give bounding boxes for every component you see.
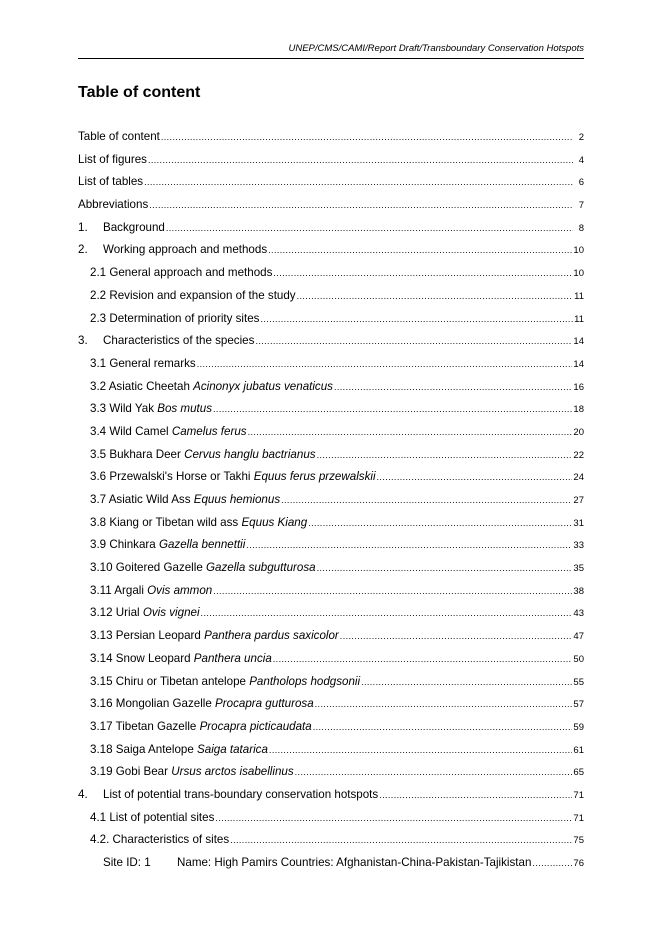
toc-entry-label: 3.18 Saiga Antelope Saiga tatarica [90, 742, 268, 756]
toc-leader-dots [148, 155, 573, 165]
toc-entry-label: Characteristics of the species [103, 334, 255, 348]
toc-entry-label: 3.13 Persian Leopard Panthera pardus saxicolor [90, 629, 339, 643]
toc-entry[interactable] [78, 741, 584, 764]
toc-page-number: 71 [573, 789, 584, 801]
toc-entry-label: 2.1 General approach and methods [90, 266, 273, 280]
toc-entry-scientific-name: Ursus arctos isabellinus [171, 765, 294, 779]
toc-entry-label: 3.4 Wild Camel Camelus ferus [90, 424, 247, 438]
toc-leader-dots [144, 177, 573, 187]
toc-page-number: 31 [573, 517, 584, 529]
toc-page-number: 22 [573, 449, 584, 461]
toc-page-number: 14 [573, 358, 584, 370]
toc-page-number: 71 [573, 812, 584, 824]
toc-entry[interactable] [78, 650, 584, 673]
toc-leader-dots [215, 813, 572, 823]
toc-entry[interactable] [78, 151, 584, 174]
toc-page-number: 24 [573, 472, 584, 484]
toc-entry-scientific-name: Panthera uncia [193, 651, 272, 665]
toc-page-number: 7 [578, 200, 584, 212]
toc-entry[interactable] [78, 400, 584, 423]
toc-entry-label: 2.3 Determination of priority sites [90, 311, 260, 325]
toc-leader-dots [532, 858, 572, 868]
toc-leader-dots [246, 540, 572, 550]
toc-entry-label: Abbreviations [78, 198, 149, 212]
toc-entry-scientific-name: Pantholops hodgsonii [249, 674, 361, 688]
toc-entry-label: Working approach and methods [103, 243, 268, 257]
toc-entry[interactable] [78, 128, 584, 151]
toc-leader-dots [297, 291, 573, 301]
toc-entry-label: 3.10 Goitered Gazelle Gazella subgutturosa [90, 561, 316, 575]
toc-page-number: 75 [573, 835, 584, 847]
toc-entry[interactable] [78, 854, 584, 877]
toc-entry[interactable] [78, 536, 584, 559]
toc-entry-label: 3.14 Snow Leopard Panthera uncia [90, 651, 272, 665]
toc-site-id: Site ID: 1 [103, 856, 151, 869]
toc-entry[interactable] [78, 763, 584, 786]
toc-entry-scientific-name: Saiga tatarica [197, 742, 268, 756]
toc-page-number: 57 [573, 699, 584, 711]
toc-entry-number: 1. [78, 220, 88, 234]
toc-leader-dots [295, 767, 573, 777]
toc-entry-label: 3.11 Argali Ovis ammon [90, 583, 213, 597]
toc-page-number: 50 [573, 653, 584, 665]
toc-entry[interactable] [78, 673, 584, 696]
toc-leader-dots [166, 223, 573, 233]
toc-leader-dots [248, 427, 573, 437]
toc-entry-label: 3.7 Asiatic Wild Ass Equus hemionus [90, 493, 281, 506]
toc-page-number: 16 [573, 381, 584, 393]
toc-entry-scientific-name: Ovis vignei [142, 606, 200, 620]
toc-page-number: 55 [573, 676, 584, 688]
toc-entry-label: List of potential trans-boundary conservation hotspots [103, 787, 379, 801]
toc-leader-dots [260, 314, 573, 324]
toc-entry-label: 3.15 Chiru or Tibetan antelope Pantholops hodgsonii [90, 674, 361, 688]
toc-leader-dots [281, 495, 572, 505]
toc-leader-dots [149, 200, 573, 210]
toc-entry[interactable] [78, 491, 584, 514]
toc-leader-dots [377, 472, 573, 482]
toc-entry-label: Table of content [78, 130, 160, 143]
toc-entry-scientific-name: Bos mutus [157, 402, 213, 416]
toc-entry-scientific-name: Gazella subgutturosa [206, 561, 316, 575]
toc-page-number: 14 [573, 336, 584, 348]
toc-entry[interactable] [78, 446, 584, 469]
toc-leader-dots [161, 132, 573, 142]
toc-entry[interactable] [78, 786, 584, 809]
toc-page-number: 38 [573, 585, 584, 597]
toc-entry-scientific-name: Equus hemionus [193, 493, 281, 506]
toc-entry-scientific-name: Equus Kiang [241, 515, 308, 529]
toc-entry[interactable] [78, 831, 584, 854]
toc-entry-label: 3.19 Gobi Bear Ursus arctos isabellinus [90, 765, 294, 779]
toc-entry-number: 3. [78, 334, 88, 348]
toc-page-number: 8 [578, 222, 584, 234]
toc-entry[interactable] [78, 264, 584, 287]
toc-page-number: 47 [573, 631, 584, 643]
toc-entry-label: 4.1 List of potential sites [90, 810, 215, 824]
toc-entry[interactable] [78, 468, 584, 491]
toc-entry[interactable] [78, 718, 584, 741]
toc-entry[interactable] [78, 582, 584, 605]
toc-entry[interactable] [78, 241, 584, 264]
toc-entry-scientific-name: Equus ferus przewalskii [253, 470, 376, 484]
toc-page-number: 35 [573, 563, 584, 575]
toc-leader-dots [213, 404, 572, 414]
toc-entry-scientific-name: Panthera pardus saxicolor [204, 629, 339, 643]
toc-leader-dots [255, 336, 572, 346]
toc-entry-scientific-name: Acinonyx jubatus venaticus [193, 379, 333, 393]
toc-entry-label: 3.12 Urial Ovis vignei [90, 606, 200, 620]
toc-entry-label: 3.2 Asiatic Cheetah Acinonyx jubatus venaticus [90, 379, 333, 393]
toc-entry[interactable] [78, 332, 584, 355]
toc-page-number: 43 [573, 608, 584, 620]
toc-entry-label: 4.2. Characteristics of sites [90, 833, 230, 847]
toc-entry-label: 3.3 Wild Yak Bos mutus [90, 402, 213, 416]
toc-entry-label: Name: High Pamirs Countries: Afghanistan-China-Pakistan-Tajikistan [177, 856, 532, 869]
toc-entry[interactable] [78, 514, 584, 537]
toc-leader-dots [230, 835, 572, 845]
toc-leader-dots [201, 608, 573, 618]
toc-leader-dots [317, 563, 573, 573]
toc-entry-label: List of tables [78, 175, 144, 189]
toc-entry[interactable] [78, 423, 584, 446]
toc-page-number: 4 [578, 154, 584, 166]
toc-leader-dots [379, 790, 572, 800]
toc-entry-label: 3.16 Mongolian Gazelle Procapra gutturosa [90, 697, 314, 711]
toc-page-number: 6 [578, 177, 584, 189]
toc-page-number: 20 [573, 426, 584, 438]
toc-entry-label: 3.17 Tibetan Gazelle Procapra picticaudata [90, 719, 312, 733]
toc-leader-dots [197, 359, 573, 369]
toc-entry[interactable] [78, 355, 584, 378]
toc-entry[interactable] [78, 219, 584, 242]
toc-page-number: 65 [573, 767, 584, 779]
toc-page-number: 2 [578, 132, 584, 143]
toc-leader-dots [273, 654, 573, 664]
toc-entry-scientific-name: Procapra gutturosa [215, 697, 314, 711]
toc-entry-label: 3.8 Kiang or Tibetan wild ass Equus Kiang [90, 515, 308, 529]
toc-page-number: 10 [573, 245, 584, 257]
toc-entry[interactable] [78, 627, 584, 650]
toc-entry[interactable] [78, 604, 584, 627]
toc-entry-label: 3.1 General remarks [90, 356, 196, 370]
page-title: Table of content [78, 84, 201, 101]
toc-entry[interactable] [78, 378, 584, 401]
toc-leader-dots [273, 268, 572, 278]
toc-leader-dots [334, 382, 572, 392]
toc-leader-dots [340, 631, 573, 641]
toc-entry[interactable] [78, 287, 584, 310]
toc-leader-dots [313, 722, 573, 732]
toc-entry-label: 2.2 Revision and expansion of the study [90, 288, 296, 302]
toc-entry-number: 2. [78, 243, 88, 257]
toc-entry[interactable] [78, 809, 584, 832]
toc-entry-scientific-name: Procapra picticaudata [199, 719, 312, 733]
toc-leader-dots [317, 450, 573, 460]
toc-page-number: 18 [573, 404, 584, 416]
toc-entry-label: List of figures [78, 152, 147, 166]
toc-entry-label: 3.5 Bukhara Deer Cervus hanglu bactrianus [90, 447, 316, 461]
toc-page-number: 11 [574, 313, 584, 325]
toc-entry-scientific-name: Gazella bennettii [158, 538, 246, 552]
toc-list [78, 128, 584, 877]
toc-page-number: 33 [573, 540, 584, 552]
toc-leader-dots [308, 518, 572, 528]
toc-entry-label: 3.6 Przewalski's Horse or Takhi Equus ferus przewalskii [90, 470, 376, 484]
toc-entry-scientific-name: Ovis ammon [147, 583, 213, 597]
toc-entry[interactable] [78, 196, 584, 219]
toc-entry-scientific-name: Camelus ferus [171, 424, 247, 438]
toc-leader-dots [213, 586, 572, 596]
toc-entry[interactable] [78, 173, 584, 196]
toc-entry-number: 4. [78, 787, 88, 801]
toc-leader-dots [269, 745, 573, 755]
toc-page-number: 61 [573, 744, 584, 756]
toc-page-number: 76 [573, 858, 584, 869]
toc-leader-dots [361, 677, 572, 687]
header-rule [78, 58, 584, 59]
toc-page-number: 27 [573, 495, 584, 506]
toc-entry[interactable] [78, 559, 584, 582]
toc-leader-dots [315, 699, 573, 709]
toc-entry-label: Background [103, 220, 165, 234]
toc-leader-dots [268, 245, 572, 255]
toc-page-number: 59 [573, 721, 584, 733]
toc-page-number: 10 [573, 268, 584, 280]
toc-entry-scientific-name: Cervus hanglu bactrianus [184, 447, 316, 461]
toc-page-number: 11 [574, 290, 584, 302]
toc-entry[interactable] [78, 695, 584, 718]
toc-entry[interactable] [78, 310, 584, 333]
running-header: UNEP/CMS/CAMI/Report Draft/Transboundary Conservation Hotspots [288, 43, 584, 54]
toc-entry-label: 3.9 Chinkara Gazella bennettii [90, 538, 246, 552]
